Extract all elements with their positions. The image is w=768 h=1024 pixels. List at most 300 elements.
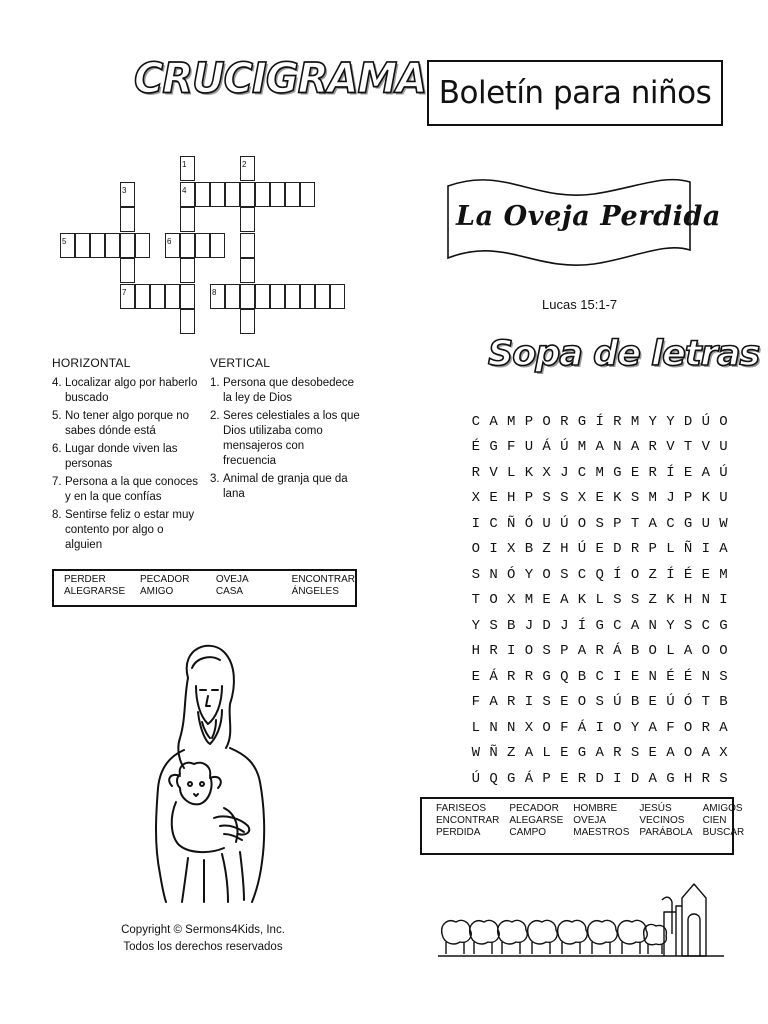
wordsearch-letter[interactable]: Z bbox=[648, 566, 657, 583]
wordsearch-letter[interactable]: A bbox=[683, 643, 693, 660]
wordsearch-letter[interactable]: I bbox=[507, 643, 516, 660]
wordsearch-letter[interactable]: P bbox=[560, 643, 569, 660]
wordsearch-letter[interactable]: R bbox=[489, 643, 498, 660]
horizontal-heading: HORIZONTAL bbox=[52, 356, 131, 370]
wordsearch-letter[interactable]: C bbox=[489, 515, 498, 532]
wordsearch-letter[interactable]: B bbox=[630, 643, 640, 660]
wordsearch-letter[interactable]: E bbox=[683, 464, 693, 481]
wordsearch-letter[interactable]: O bbox=[471, 541, 481, 558]
wordsearch-letter[interactable]: Á bbox=[542, 439, 551, 456]
wordsearch-letter[interactable]: K bbox=[524, 464, 534, 481]
wordsearch-letter[interactable]: T bbox=[471, 592, 481, 609]
wordsearch-letter[interactable]: R bbox=[701, 770, 710, 787]
wordsearch-letter[interactable]: Y bbox=[648, 413, 657, 430]
wordsearch-letter[interactable]: H bbox=[507, 490, 516, 507]
wordsearch-letter[interactable]: I bbox=[471, 515, 481, 532]
vertical-clues bbox=[210, 356, 360, 505]
wordsearch-letter[interactable]: M bbox=[577, 439, 587, 456]
wordsearch-letter[interactable]: O bbox=[542, 566, 551, 583]
wordsearch-letter[interactable]: C bbox=[471, 413, 481, 430]
wordsearch-letter[interactable]: A bbox=[595, 439, 604, 456]
wordsearch-letter[interactable]: A bbox=[630, 617, 640, 634]
wordsearch-letter[interactable]: G bbox=[577, 413, 587, 430]
wordsearch-letter[interactable]: P bbox=[524, 413, 534, 430]
wordsearch-letter[interactable]: Ú bbox=[471, 770, 481, 787]
wordsearch-letter[interactable]: A bbox=[701, 745, 710, 762]
vertical-heading: VERTICAL bbox=[210, 356, 271, 370]
wordsearch-letter[interactable]: I bbox=[524, 694, 534, 711]
wordsearch-letter[interactable]: L bbox=[542, 745, 551, 762]
crossword-cell[interactable] bbox=[255, 182, 270, 207]
wordsearch-letter[interactable]: T bbox=[683, 439, 693, 456]
crossword-cell[interactable] bbox=[150, 284, 165, 309]
crossword-cell[interactable] bbox=[165, 284, 180, 309]
wordsearch-letter[interactable]: M bbox=[524, 592, 534, 609]
wordsearch-letter[interactable]: C bbox=[666, 515, 675, 532]
wordsearch-letter[interactable]: N bbox=[489, 719, 498, 736]
wordsearch-letter[interactable]: A bbox=[489, 694, 498, 711]
clue-h6: 6. Lugar donde viven las personas bbox=[52, 443, 178, 470]
wordsearch-letter[interactable]: Í bbox=[595, 413, 604, 430]
wordsearch-letter[interactable]: Ú bbox=[560, 515, 569, 532]
wordsearch-letter[interactable]: X bbox=[719, 745, 728, 762]
wordsearch-letter[interactable]: Ú bbox=[719, 464, 728, 481]
wordsearch-row bbox=[467, 562, 732, 588]
wordsearch-letter[interactable]: I bbox=[701, 541, 710, 558]
wordsearch-letter[interactable]: S bbox=[719, 668, 728, 685]
wordsearch-letter[interactable]: G bbox=[489, 439, 498, 456]
word-bank-row: ALEGRARSE AMIGO CASA ÁNGELES bbox=[64, 586, 339, 597]
wordsearch-letter[interactable]: A bbox=[595, 745, 604, 762]
wordsearch-letter[interactable]: O bbox=[648, 643, 657, 660]
wordsearch-letter[interactable]: H bbox=[683, 592, 693, 609]
wordsearch-letter[interactable]: L bbox=[471, 719, 481, 736]
wordsearch-letter[interactable]: R bbox=[701, 719, 710, 736]
wordsearch-letter[interactable]: U bbox=[542, 515, 551, 532]
wordsearch-letter[interactable]: Á bbox=[577, 719, 587, 736]
copyright-line-1: Copyright © Sermons4Kids, Inc. bbox=[121, 924, 285, 936]
wordsearch-letter[interactable]: G bbox=[666, 770, 675, 787]
crossword-cell[interactable] bbox=[120, 207, 135, 232]
wordsearch-letter[interactable]: C bbox=[613, 617, 622, 634]
wordsearch-letter[interactable]: A bbox=[630, 439, 640, 456]
wordsearch-letter[interactable]: U bbox=[719, 490, 728, 507]
wordsearch-letter[interactable]: B bbox=[507, 617, 516, 634]
wordsearch-letter[interactable]: É bbox=[683, 566, 693, 583]
wordsearch-letter[interactable]: V bbox=[701, 439, 710, 456]
wordsearch-letter[interactable]: V bbox=[489, 464, 498, 481]
crossword-cell[interactable] bbox=[195, 182, 210, 207]
wordsearch-row bbox=[467, 435, 732, 461]
wordsearch-letter[interactable]: Z bbox=[507, 745, 516, 762]
crossword-cell[interactable] bbox=[90, 233, 105, 258]
wordsearch-letter[interactable]: Ó bbox=[524, 515, 534, 532]
wordsearch-letter[interactable]: O bbox=[577, 694, 587, 711]
wordsearch-letter[interactable]: R bbox=[471, 464, 481, 481]
clue-number-5: 5 bbox=[62, 237, 67, 246]
crossword-cell[interactable] bbox=[120, 258, 135, 283]
wordsearch-letter[interactable]: P bbox=[648, 541, 657, 558]
wordsearch-letter[interactable]: O bbox=[683, 719, 693, 736]
crossword-cell[interactable] bbox=[180, 284, 195, 309]
wordsearch-letter[interactable]: S bbox=[542, 643, 551, 660]
crossword-cell[interactable] bbox=[135, 233, 150, 258]
wordsearch-letter[interactable]: Y bbox=[471, 617, 481, 634]
wordsearch-letter[interactable]: G bbox=[507, 770, 516, 787]
wordsearch-letter[interactable]: S bbox=[595, 694, 604, 711]
wordsearch-letter[interactable]: S bbox=[630, 592, 640, 609]
clue-number-8: 8 bbox=[212, 288, 217, 297]
wordsearch-letter[interactable]: C bbox=[701, 617, 710, 634]
wordsearch-letter[interactable]: É bbox=[471, 439, 481, 456]
wordsearch-letter[interactable]: M bbox=[507, 413, 516, 430]
wordsearch-letter[interactable]: D bbox=[613, 541, 622, 558]
wordsearch-letter[interactable]: O bbox=[542, 719, 551, 736]
crossword-cell[interactable] bbox=[240, 309, 255, 334]
clue-v2: 2. Seres celestiales a los que Dios utilizaba como mensajeros con frecuencia bbox=[210, 410, 360, 467]
crossword-cell[interactable] bbox=[315, 284, 330, 309]
wordsearch-letter[interactable]: Á bbox=[613, 643, 622, 660]
wordsearch-letter[interactable]: A bbox=[648, 770, 657, 787]
wordsearch-letter[interactable]: P bbox=[613, 515, 622, 532]
wordsearch-letter[interactable]: E bbox=[560, 745, 569, 762]
wordsearch-letter[interactable]: Ú bbox=[577, 541, 587, 558]
crossword-cell[interactable] bbox=[300, 284, 315, 309]
copyright-line-2: Todos los derechos reservados bbox=[123, 941, 283, 953]
crossword-cell[interactable] bbox=[255, 284, 270, 309]
crossword-cell[interactable] bbox=[240, 284, 255, 309]
wordsearch-letter[interactable]: J bbox=[560, 617, 569, 634]
wordsearch-letter[interactable]: B bbox=[630, 694, 640, 711]
wordsearch-letter[interactable]: R bbox=[507, 668, 516, 685]
wordsearch-letter[interactable]: Y bbox=[666, 413, 675, 430]
crossword-cell[interactable] bbox=[270, 284, 285, 309]
wordsearch-letter[interactable]: E bbox=[471, 668, 481, 685]
wordsearch-letter[interactable]: S bbox=[560, 490, 569, 507]
wordsearch-letter[interactable]: Ú bbox=[666, 694, 675, 711]
wordsearch-letter[interactable]: Ú bbox=[560, 439, 569, 456]
wordsearch-letter[interactable]: X bbox=[471, 490, 481, 507]
wordsearch-letter[interactable]: L bbox=[666, 643, 675, 660]
wordsearch-letter[interactable]: R bbox=[648, 464, 657, 481]
wordsearch-letter[interactable]: T bbox=[701, 694, 710, 711]
wordsearch-letter[interactable]: K bbox=[577, 592, 587, 609]
clue-h4: 4. Localizar algo por haberlo buscado bbox=[52, 377, 198, 404]
wordsearch-letter[interactable]: O bbox=[719, 413, 728, 430]
wordsearch-letter[interactable]: X bbox=[577, 490, 587, 507]
wordsearch-letter[interactable]: X bbox=[507, 592, 516, 609]
clue-h8: 8. Sentirse feliz o estar muy contento por algo o alguien bbox=[52, 509, 195, 551]
wordsearch-letter[interactable]: Y bbox=[630, 719, 640, 736]
crossword-cell[interactable] bbox=[195, 233, 210, 258]
wordsearch-letter[interactable]: K bbox=[701, 490, 710, 507]
wordsearch-letter[interactable]: D bbox=[542, 617, 551, 634]
wordsearch-letter[interactable]: E bbox=[560, 770, 569, 787]
bulletin-title-box bbox=[427, 60, 723, 126]
wordsearch-letter[interactable]: D bbox=[595, 770, 604, 787]
wordsearch-title: Sopa de letras bbox=[488, 334, 760, 374]
sheep-and-sheepfold-illustration bbox=[436, 876, 726, 960]
wordsearch-letter[interactable]: I bbox=[595, 719, 604, 736]
wordsearch-letter[interactable]: X bbox=[542, 464, 551, 481]
wordsearch-letter[interactable]: Á bbox=[524, 770, 534, 787]
wordsearch-letter[interactable]: H bbox=[471, 643, 481, 660]
wordsearch-letter[interactable]: F bbox=[560, 719, 569, 736]
wordsearch-letter[interactable]: S bbox=[719, 770, 728, 787]
wordsearch-letter[interactable]: Q bbox=[489, 770, 498, 787]
wordsearch-letter[interactable]: E bbox=[595, 490, 604, 507]
wordsearch-letter[interactable]: E bbox=[542, 592, 551, 609]
wordsearch-letter[interactable]: F bbox=[507, 439, 516, 456]
wordsearch-letter[interactable]: J bbox=[666, 490, 675, 507]
wordsearch-letter[interactable]: A bbox=[719, 541, 728, 558]
wordsearch-letter[interactable]: G bbox=[542, 668, 551, 685]
wordsearch-letter[interactable]: O bbox=[577, 515, 587, 532]
crossword-cell[interactable] bbox=[285, 182, 300, 207]
sheep-icon bbox=[442, 920, 472, 954]
wordsearch-letter[interactable]: N bbox=[701, 668, 710, 685]
wordsearch-letter[interactable]: Ñ bbox=[489, 745, 498, 762]
wordsearch-letter[interactable]: R bbox=[507, 694, 516, 711]
wordsearch-letter[interactable]: A bbox=[719, 719, 728, 736]
wordsearch-letter[interactable]: J bbox=[560, 464, 569, 481]
sheep-icon bbox=[644, 924, 667, 954]
wordsearch-letter[interactable]: S bbox=[595, 515, 604, 532]
clue-h7: 7. Persona a la que conoces y en la que confías bbox=[52, 476, 198, 503]
word-bank-row: PERDER PECADOR OVEJA ENCONTRAR bbox=[64, 574, 355, 585]
wordsearch-letter[interactable]: U bbox=[701, 515, 710, 532]
wordsearch-letter[interactable]: E bbox=[560, 694, 569, 711]
wordsearch-letter[interactable]: P bbox=[542, 770, 551, 787]
wordsearch-letter[interactable]: J bbox=[524, 617, 534, 634]
wordsearch-row bbox=[467, 511, 732, 537]
crossword-cell[interactable] bbox=[180, 207, 195, 232]
wordsearch-letter[interactable]: M bbox=[630, 413, 640, 430]
wordsearch-letter[interactable]: S bbox=[489, 617, 498, 634]
wordsearch-letter[interactable]: M bbox=[648, 490, 657, 507]
wordsearch-letter[interactable]: G bbox=[577, 745, 587, 762]
wordsearch-letter[interactable]: T bbox=[630, 515, 640, 532]
wordsearch-letter[interactable]: U bbox=[719, 439, 728, 456]
wordsearch-letter[interactable]: O bbox=[524, 643, 534, 660]
wordsearch-letter[interactable]: E bbox=[630, 668, 640, 685]
wordsearch-letter[interactable]: E bbox=[489, 490, 498, 507]
wordsearch-letter[interactable]: Q bbox=[595, 566, 604, 583]
wordsearch-letter[interactable]: K bbox=[613, 490, 622, 507]
wordsearch-letter[interactable]: Ú bbox=[701, 413, 710, 430]
crossword-cell[interactable] bbox=[180, 258, 195, 283]
wordsearch-letter[interactable]: H bbox=[560, 541, 569, 558]
wordsearch-grid bbox=[467, 409, 732, 792]
wordsearch-letter[interactable]: C bbox=[595, 668, 604, 685]
wordsearch-letter[interactable]: V bbox=[666, 439, 675, 456]
wordsearch-letter[interactable]: A bbox=[701, 464, 710, 481]
wordsearch-letter[interactable]: X bbox=[507, 541, 516, 558]
wordsearch-letter[interactable]: A bbox=[560, 592, 569, 609]
wordsearch-letter[interactable]: N bbox=[613, 439, 622, 456]
wordsearch-letter[interactable]: Ó bbox=[683, 694, 693, 711]
wordsearch-row bbox=[467, 537, 732, 563]
sheep-icon bbox=[558, 920, 588, 954]
wordsearch-letter[interactable]: A bbox=[577, 643, 587, 660]
wordsearch-letter[interactable]: R bbox=[613, 413, 622, 430]
wordsearch-letter[interactable]: C bbox=[577, 566, 587, 583]
wordsearch-letter[interactable]: Z bbox=[542, 541, 551, 558]
wordsearch-letter[interactable]: I bbox=[613, 668, 622, 685]
wordsearch-letter[interactable]: R bbox=[577, 770, 587, 787]
clue-number-4: 4 bbox=[182, 186, 187, 195]
wordsearch-letter[interactable]: Z bbox=[648, 592, 657, 609]
crossword-cell[interactable] bbox=[300, 182, 315, 207]
wordsearch-letter[interactable]: S bbox=[542, 694, 551, 711]
wordsearch-letter[interactable]: R bbox=[613, 745, 622, 762]
wordsearch-letter[interactable]: Ó bbox=[507, 566, 516, 583]
crossword-cell[interactable] bbox=[240, 182, 255, 207]
wordsearch-letter[interactable]: D bbox=[630, 770, 640, 787]
wordsearch-letter[interactable]: B bbox=[719, 694, 728, 711]
wordsearch-letter[interactable]: S bbox=[471, 566, 481, 583]
wordsearch-letter[interactable]: N bbox=[648, 668, 657, 685]
wordsearch-letter[interactable]: R bbox=[524, 668, 534, 685]
wordsearch-letter[interactable]: Ñ bbox=[683, 541, 693, 558]
wordsearch-letter[interactable]: S bbox=[613, 592, 622, 609]
wordsearch-letter[interactable]: F bbox=[471, 694, 481, 711]
wordsearch-letter[interactable]: L bbox=[595, 592, 604, 609]
wordsearch-letter[interactable]: Í bbox=[613, 566, 622, 583]
crossword-cell[interactable] bbox=[180, 309, 195, 334]
wordsearch-letter[interactable]: A bbox=[666, 745, 675, 762]
wordsearch-letter[interactable]: F bbox=[666, 719, 675, 736]
wordsearch-letter[interactable]: E bbox=[701, 566, 710, 583]
clue-number-1: 1 bbox=[182, 160, 187, 169]
wordsearch-letter[interactable]: Ñ bbox=[507, 515, 516, 532]
wordsearch-letter[interactable]: Á bbox=[489, 668, 498, 685]
wordsearch-letter[interactable]: A bbox=[524, 745, 534, 762]
wordsearch-letter[interactable]: A bbox=[648, 515, 657, 532]
wordsearch-letter[interactable]: L bbox=[666, 541, 675, 558]
wordsearch-letter[interactable]: G bbox=[683, 515, 693, 532]
wordsearch-word-bank bbox=[420, 797, 745, 855]
wordsearch-letter[interactable]: Y bbox=[524, 566, 534, 583]
clue-number-7: 7 bbox=[122, 288, 127, 297]
wordsearch-letter[interactable]: P bbox=[524, 490, 534, 507]
wordsearch-letter[interactable]: Í bbox=[666, 464, 675, 481]
wordsearch-letter[interactable]: I bbox=[489, 541, 498, 558]
sheep-icon bbox=[588, 920, 618, 954]
wordsearch-letter[interactable]: O bbox=[630, 566, 640, 583]
wordsearch-letter[interactable]: R bbox=[595, 643, 604, 660]
crossword-cell[interactable] bbox=[240, 258, 255, 283]
wordsearch-letter[interactable]: Ú bbox=[613, 694, 622, 711]
wordsearch-letter[interactable]: C bbox=[577, 464, 587, 481]
wordsearch-letter[interactable]: A bbox=[648, 719, 657, 736]
wordsearch-letter[interactable]: B bbox=[577, 668, 587, 685]
wordsearch-letter[interactable]: S bbox=[542, 490, 551, 507]
crossword-cell[interactable] bbox=[210, 233, 225, 258]
crossword-cell[interactable] bbox=[120, 233, 135, 258]
wordsearch-letter[interactable]: E bbox=[630, 464, 640, 481]
wordsearch-letter[interactable]: É bbox=[666, 668, 675, 685]
wordsearch-letter[interactable]: E bbox=[648, 745, 657, 762]
wordsearch-letter[interactable]: O bbox=[683, 745, 693, 762]
wordsearch-letter[interactable]: X bbox=[524, 719, 534, 736]
wordsearch-letter[interactable]: S bbox=[630, 490, 640, 507]
wordsearch-letter[interactable]: G bbox=[595, 617, 604, 634]
wordsearch-letter[interactable]: N bbox=[507, 719, 516, 736]
wordsearch-letter[interactable]: M bbox=[595, 464, 604, 481]
wordsearch-letter[interactable]: W bbox=[471, 745, 481, 762]
crossword-cell[interactable] bbox=[285, 284, 300, 309]
wordsearch-letter[interactable]: Í bbox=[577, 617, 587, 634]
sheep-icon bbox=[528, 920, 558, 954]
wordsearch-row bbox=[467, 766, 732, 792]
wordsearch-letter[interactable]: O bbox=[489, 592, 498, 609]
wordsearch-letter[interactable]: I bbox=[613, 770, 622, 787]
wordsearch-letter[interactable]: É bbox=[683, 668, 693, 685]
wordsearch-letter[interactable]: U bbox=[524, 439, 534, 456]
crossword-cell[interactable] bbox=[240, 207, 255, 232]
clue-number-3: 3 bbox=[122, 186, 127, 195]
wordsearch-letter[interactable]: B bbox=[524, 541, 534, 558]
wordsearch-letter[interactable]: O bbox=[613, 719, 622, 736]
sheep-icon bbox=[470, 920, 500, 954]
sheep-icon bbox=[618, 920, 648, 954]
wordsearch-letter[interactable]: K bbox=[666, 592, 675, 609]
wordsearch-letter[interactable]: H bbox=[683, 770, 693, 787]
wordsearch-letter[interactable]: O bbox=[719, 643, 728, 660]
crossword-cell[interactable] bbox=[180, 233, 195, 258]
wordsearch-letter[interactable]: A bbox=[489, 413, 498, 430]
wordsearch-letter[interactable]: N bbox=[489, 566, 498, 583]
wordsearch-letter[interactable]: N bbox=[701, 592, 710, 609]
wordsearch-letter[interactable]: G bbox=[719, 617, 728, 634]
wordsearch-letter[interactable]: M bbox=[719, 566, 728, 583]
wordsearch-letter[interactable]: R bbox=[630, 541, 640, 558]
wordsearch-letter[interactable]: O bbox=[542, 413, 551, 430]
wordsearch-letter[interactable]: E bbox=[648, 694, 657, 711]
crossword-cell[interactable] bbox=[105, 233, 120, 258]
wordsearch-letter[interactable]: R bbox=[648, 439, 657, 456]
crossword-cell[interactable] bbox=[225, 284, 240, 309]
wordsearch-letter[interactable]: S bbox=[560, 566, 569, 583]
copyright bbox=[108, 922, 298, 956]
wordsearch-letter[interactable]: G bbox=[613, 464, 622, 481]
wordsearch-letter[interactable]: O bbox=[701, 643, 710, 660]
wordsearch-letter[interactable]: Í bbox=[666, 566, 675, 583]
crossword-cell[interactable] bbox=[330, 284, 345, 309]
crossword-cell[interactable] bbox=[225, 182, 240, 207]
crossword-cell[interactable] bbox=[270, 182, 285, 207]
wordsearch-letter[interactable]: P bbox=[683, 490, 693, 507]
wordsearch-letter[interactable]: D bbox=[683, 413, 693, 430]
wordsearch-letter[interactable]: S bbox=[630, 745, 640, 762]
crossword-cell[interactable] bbox=[135, 284, 150, 309]
crossword-cell[interactable] bbox=[75, 233, 90, 258]
wordsearch-letter[interactable]: Y bbox=[666, 617, 675, 634]
word-bank-row: FARISEOS PECADOR HOMBRE JESÚS AMIGOS bbox=[436, 803, 743, 814]
crossword-cell[interactable] bbox=[210, 182, 225, 207]
wordsearch-letter[interactable]: E bbox=[595, 541, 604, 558]
wordsearch-letter[interactable]: S bbox=[683, 617, 693, 634]
wordsearch-row bbox=[467, 690, 732, 716]
wordsearch-letter[interactable]: L bbox=[507, 464, 516, 481]
wordsearch-letter[interactable]: N bbox=[648, 617, 657, 634]
wordsearch-letter[interactable]: I bbox=[719, 592, 728, 609]
wordsearch-letter[interactable]: Q bbox=[560, 668, 569, 685]
wordsearch-letter[interactable]: R bbox=[560, 413, 569, 430]
crossword-cell[interactable] bbox=[240, 233, 255, 258]
wordsearch-letter[interactable]: W bbox=[719, 515, 728, 532]
